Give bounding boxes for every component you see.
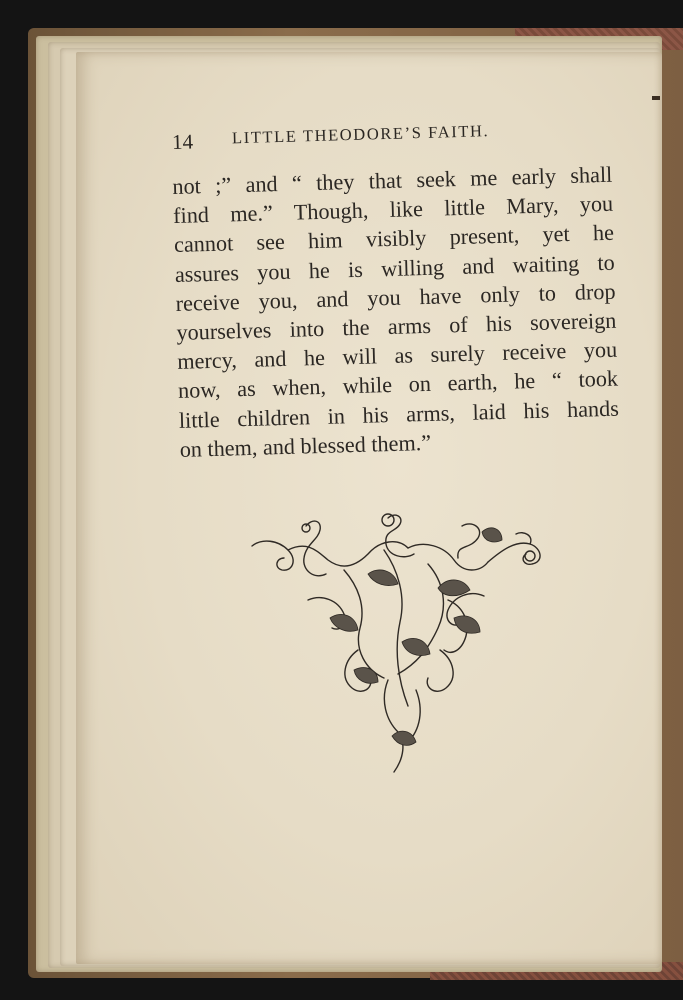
text-line: not ;” and “ they that seek me early shall: [172, 161, 613, 199]
text-line: little children in his arms, laid his hands: [178, 395, 620, 433]
text-line: on them, and blessed them.”: [179, 429, 432, 462]
running-title: LITTLE THEODORE’S FAITH.: [231, 121, 490, 148]
text-line: assures you he is willing and waiting to: [174, 249, 616, 287]
page-number: 14: [171, 129, 194, 154]
body-text: [172, 160, 620, 464]
text-line: yourselves into the arms of his sovereign: [176, 307, 617, 345]
page-nick: [652, 96, 660, 100]
text-line: receive you, and you have only to drop: [175, 278, 616, 316]
text-line: now, as when, while on earth, he “ took: [177, 366, 619, 404]
text-line: cannot see him visibly present, yet he: [173, 220, 615, 258]
floral-ornament: [248, 510, 550, 780]
text-line: mercy, and he will as surely receive you: [176, 336, 618, 375]
text-line: find me.” Though, like little Mary, you: [172, 190, 614, 229]
